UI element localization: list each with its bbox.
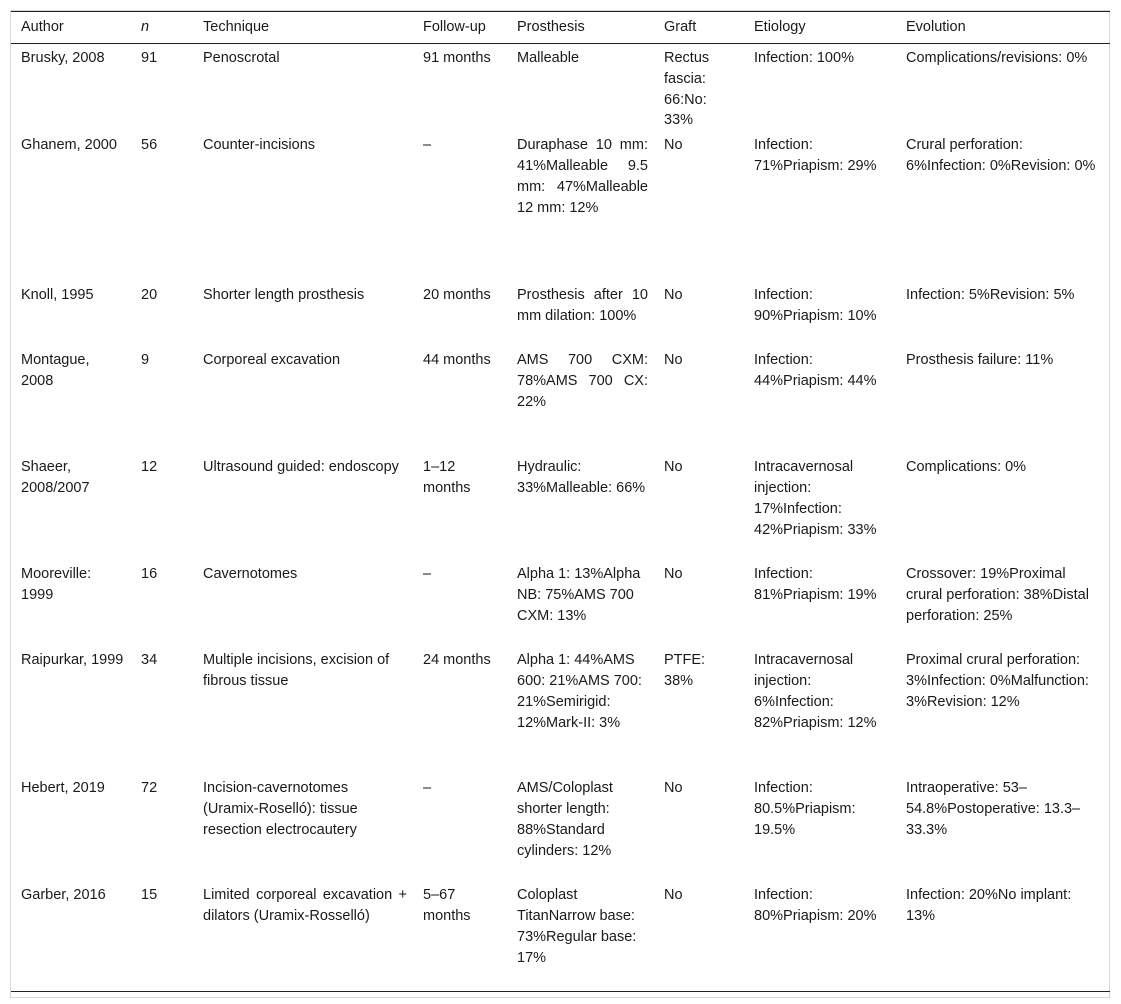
cell-etiology: Infection: 100% xyxy=(754,50,854,66)
header-technique: Technique xyxy=(203,19,270,36)
cell-prosthesis: AMS/Coloplast shorter length: 88%Standard cylinders: 12% xyxy=(517,780,613,859)
cell-evolution: Complications/revisions: 0% xyxy=(906,50,1088,66)
cell-n: 15 xyxy=(141,887,158,904)
header-n: n xyxy=(141,19,150,36)
cell-etiology: Intracavernosal injection: 17%Infection: 42%Priapism: 33% xyxy=(754,459,877,538)
table-row xyxy=(11,44,1110,132)
cell-n: 34 xyxy=(141,652,158,669)
cell-technique: Cavernotomes xyxy=(203,566,298,583)
cell-author: Raipurkar, 1999 xyxy=(21,652,124,669)
cell-n: 9 xyxy=(141,352,150,369)
cell-n: 56 xyxy=(141,137,158,154)
table-row xyxy=(11,281,1110,346)
cell-n: 16 xyxy=(141,566,158,583)
cell-graft: Rectus fascia: 66:No: 33% xyxy=(664,50,710,129)
cell-graft: No xyxy=(664,459,683,476)
cell-author: Knoll, 1995 xyxy=(21,287,94,304)
cell-followup: 24 months xyxy=(423,652,491,669)
table-row xyxy=(11,881,1110,991)
table-row xyxy=(11,346,1110,453)
header-prosthesis: Prosthesis xyxy=(517,19,585,36)
cell-author: Ghanem, 2000 xyxy=(21,137,117,154)
cell-followup: – xyxy=(423,780,432,797)
cell-technique: Corporeal excavation xyxy=(203,352,341,369)
cell-author: Shaeer, 2008/2007 xyxy=(21,459,90,496)
cell-evolution: Infection: 5%Revision: 5% xyxy=(906,287,1075,304)
table-row xyxy=(11,453,1110,560)
cell-n: 12 xyxy=(141,459,158,476)
cell-etiology: Infection: 81%Priapism: 19% xyxy=(754,566,877,603)
cell-author: Garber, 2016 xyxy=(21,887,106,904)
header-row xyxy=(11,12,1110,44)
cell-author: Brusky, 2008 xyxy=(21,50,105,66)
header-etiology: Etiology xyxy=(754,19,806,36)
cell-followup: – xyxy=(423,137,432,154)
cell-etiology: Infection: 90%Priapism: 10% xyxy=(754,287,877,324)
cell-graft: PTFE: 38% xyxy=(664,652,706,689)
cell-prosthesis: Hydraulic: 33%Malleable: 66% xyxy=(517,459,646,496)
cell-n: 91 xyxy=(141,50,158,66)
data-table xyxy=(11,11,1110,992)
cell-technique: Counter-incisions xyxy=(203,137,316,154)
cell-evolution: Complications: 0% xyxy=(906,459,1027,476)
table-row xyxy=(11,774,1110,881)
cell-technique: Multiple incisions, excision of fibrous tissue xyxy=(203,652,390,689)
cell-etiology: Infection: 71%Priapism: 29% xyxy=(754,137,877,174)
cell-n: 20 xyxy=(141,287,158,304)
cell-author: Mooreville: 1999 xyxy=(21,566,92,603)
cell-technique: Penoscrotal xyxy=(203,50,280,66)
cell-graft: No xyxy=(664,780,683,797)
cell-evolution: Infection: 20%No implant: 13% xyxy=(906,887,1072,924)
header-graft: Graft xyxy=(664,19,697,36)
cell-technique: Incision-cavernotomes (Uramix-Roselló): tissue resection electrocautery xyxy=(203,780,358,838)
cell-technique: Shorter length prosthesis xyxy=(203,287,365,304)
cell-graft: No xyxy=(664,566,683,583)
cell-graft: No xyxy=(664,887,683,904)
cell-evolution: Intraoperative: 53–54.8%Postoperative: 13.3–33.3% xyxy=(906,780,1081,838)
cell-etiology: Intracavernosal injection: 6%Infection: 82%Priapism: 12% xyxy=(754,652,877,731)
cell-etiology: Infection: 44%Priapism: 44% xyxy=(754,352,877,389)
cell-etiology: Infection: 80%Priapism: 20% xyxy=(754,887,877,924)
cell-prosthesis: AMS 700 CXM: 78%AMS 700 CX: 22% xyxy=(517,352,648,410)
cell-n: 72 xyxy=(141,780,158,797)
cell-followup: 1–12 months xyxy=(423,459,471,496)
cell-graft: No xyxy=(664,287,683,304)
cell-followup: 5–67 months xyxy=(423,887,471,924)
cell-evolution: Crossover: 19%Proximal crural perforation: 38%Distal perforation: 25% xyxy=(906,566,1089,624)
cell-prosthesis: Alpha 1: 13%Alpha NB: 75%AMS 700 CXM: 13% xyxy=(517,566,641,624)
cell-technique: Ultrasound guided: endoscopy xyxy=(203,459,399,476)
cell-followup: 91 months xyxy=(423,50,491,66)
cell-graft: No xyxy=(664,352,683,369)
table-row xyxy=(11,560,1110,646)
cell-evolution: Proximal crural perforation: 3%Infection: 0%Malfunction: 3%Revision: 12% xyxy=(906,652,1089,710)
header-followup: Follow-up xyxy=(423,19,486,36)
cell-prosthesis: Prosthesis after 10 mm dilation: 100% xyxy=(517,287,648,324)
cell-prosthesis: Coloplast TitanNarrow base: 73%Regular base: 17% xyxy=(517,887,637,966)
cell-author: Montague, 2008 xyxy=(21,352,90,389)
cell-evolution: Prosthesis failure: 11% xyxy=(906,352,1054,369)
cell-technique: Limited corporeal excavation + dilators (Uramix-Rosselló) xyxy=(203,887,407,924)
cell-followup: 20 months xyxy=(423,287,491,304)
cell-followup: 44 months xyxy=(423,352,491,369)
table-row xyxy=(11,131,1110,281)
table-row xyxy=(11,646,1110,774)
cell-prosthesis: Duraphase 10 mm: 41%Malleable 9.5 mm: 47%Malleable 12 mm: 12% xyxy=(517,137,648,216)
cell-followup: – xyxy=(423,566,432,583)
header-author: Author xyxy=(21,19,64,36)
cell-prosthesis: Alpha 1: 44%AMS 600: 21%AMS 700: 21%Semirigid: 12%Mark-II: 3% xyxy=(517,652,642,731)
header-evolution: Evolution xyxy=(906,19,966,36)
cell-evolution: Crural perforation: 6%Infection: 0%Revision: 0% xyxy=(906,137,1096,174)
cell-author: Hebert, 2019 xyxy=(21,780,105,797)
cell-prosthesis: Malleable xyxy=(517,50,580,66)
cell-graft: No xyxy=(664,137,683,154)
cell-etiology: Infection: 80.5%Priapism: 19.5% xyxy=(754,780,856,838)
